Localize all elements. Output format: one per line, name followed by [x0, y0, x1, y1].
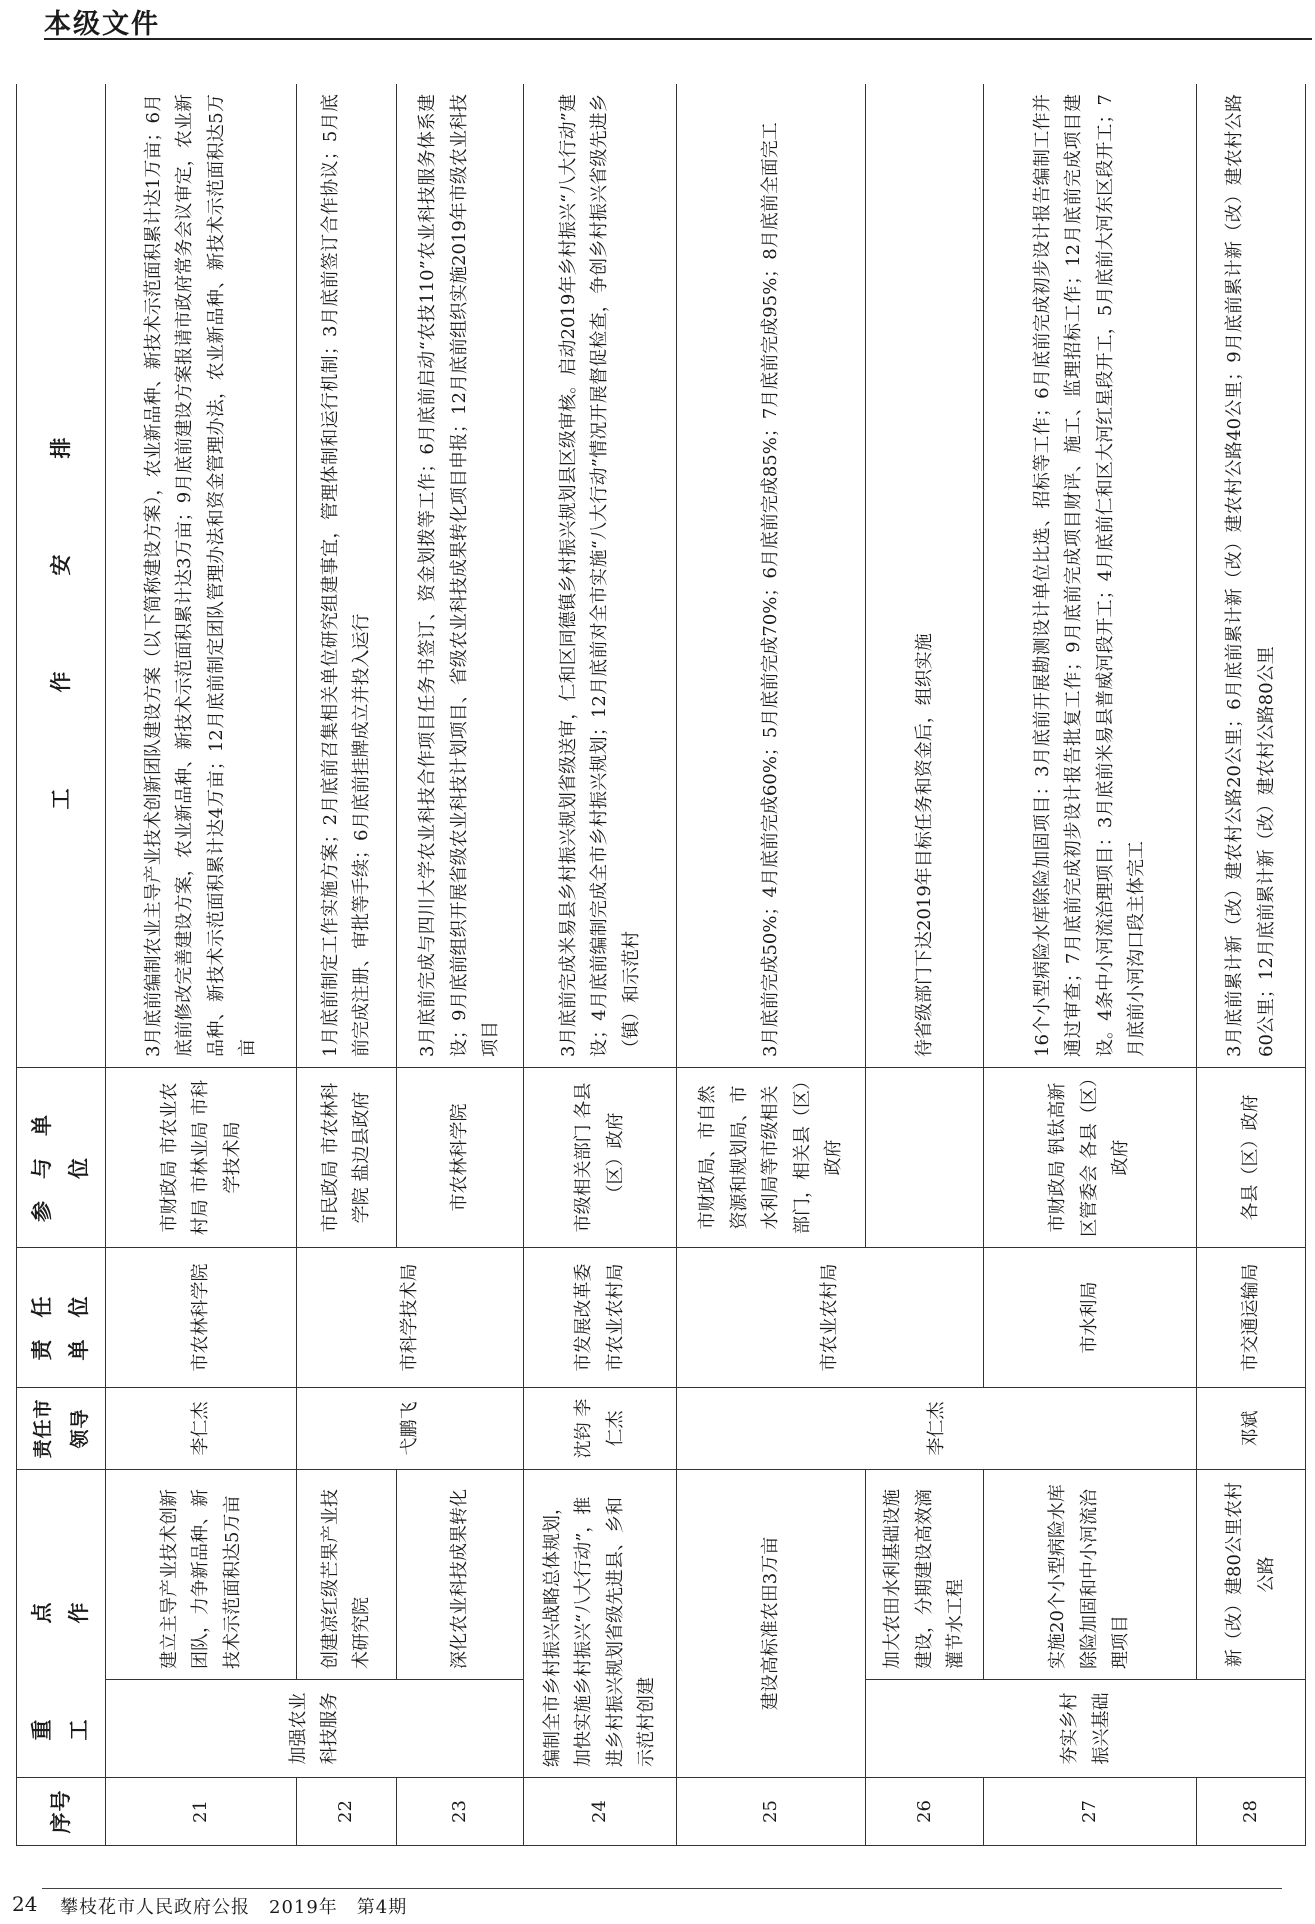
- participants-cell: 市农林科学院: [396, 1068, 523, 1248]
- row-seq: 22: [296, 1778, 396, 1846]
- leader-cell: 李仁杰: [677, 1388, 1197, 1470]
- category-cell: 加强农业科技服务: [106, 1680, 524, 1778]
- arrangement-cell: 16个小型病险水库除险加固项目：3月底前开展勘测设计单位比选、招标等工作；6月底前完成初步设计报告编制工作并通过审查；7月底前完成初步设计报告批复工作；9月底前完成项目财评、施工、监理招标工作；12月底前完成项目建设。4条中小河流治理项目：3月底前米易县普威河段开工；4月底前仁和区大河红星段开工，5月底前大河东区段开工；7月底前小河沟口段主体完工: [983, 84, 1196, 1068]
- row-seq: 27: [983, 1778, 1196, 1846]
- table-row: [106, 84, 297, 1846]
- row-seq: 24: [523, 1778, 676, 1846]
- table-row: [296, 84, 396, 1846]
- resp-unit-cell: 市发展改革委 市农业农村局: [523, 1248, 676, 1388]
- table-header-row: [17, 84, 106, 1846]
- arrangement-cell: 3月底前编制农业主导产业技术创新团队建设方案（以下简称建设方案），农业新品种、新技术示范面积累计达1万亩；6月底前修改完善建设方案，农业新品种、新技术示范面积累计达3万亩；9月底前建设方案报请市政府常务会议审定，农业新品种、新技术示范面积累计达4万亩；12月底前制定团队管理办法和资金管理办法，农业新品种、新技术示范面积达5万亩: [106, 84, 297, 1068]
- leader-cell: 弋鹏飞: [296, 1388, 523, 1470]
- arrangement-cell: 1月底前制定工作实施方案；2月底前召集相关单位研究组建事宜，管理体制和运行机制；3月底前签订合作协议；5月底前完成注册、审批等手续；6月底前挂牌成立并投入运行: [296, 84, 396, 1068]
- category-cell: 夯实乡村振兴基础: [866, 1680, 1306, 1778]
- section-title: 本级文件: [44, 9, 160, 40]
- participants-cell: [866, 1068, 984, 1248]
- resp-unit-cell: 市农业农村局: [677, 1248, 984, 1388]
- key-work-cell: 建设高标准农田3万亩: [677, 1470, 866, 1778]
- key-work-cell: 创建凉红级芒果产业技术研究院: [296, 1470, 396, 1680]
- resp-unit-cell: 市农林科学院: [106, 1248, 297, 1388]
- rotated-table-container: [16, 84, 1306, 1846]
- row-seq: 25: [677, 1778, 866, 1846]
- key-work-cell: 编制全市乡村振兴战略总体规划，加快实施乡村振兴“八大行动”，推进乡村振兴规划省级先进县、乡和示范村创建: [523, 1470, 676, 1778]
- header-rule: [44, 38, 1312, 40]
- arrangement-cell: 3月底前完成与四川大学农业科技合作项目任务书签订、资金划拨等工作；6月底前启动“农技110”农业科技服务体系建设；9月底前组织开展省级农业科技计划项目、省级农业科技成果转化项目申报；12月底前组织实施2019年市级农业科技项目: [396, 84, 523, 1068]
- arrangement-cell: 3月底前完成米易县乡村振兴规划省级送审，仁和区同德镇乡村振兴规划县区级审核。启动2019年乡村振兴“八大行动”建设；4月底前编制完成全市乡村振兴规划；12月底前对全市实施“八大行动”情况开展督促检查，争创乡村振兴省级先进乡（镇）和示范村: [523, 84, 676, 1068]
- table-row: [866, 84, 984, 1846]
- resp-unit-cell: 市交通运输局: [1196, 1248, 1305, 1388]
- participants-cell: 各县（区）政府: [1196, 1068, 1305, 1248]
- participants-cell: 市财政局 钒钛高新区管委会 各县（区）政府: [983, 1068, 1196, 1248]
- arrangement-cell: 待省级部门下达2019年目标任务和资金后，组织实施: [866, 84, 984, 1068]
- header-participants: 参与单位: [17, 1068, 106, 1248]
- leader-cell: 李仁杰: [106, 1388, 297, 1470]
- header-resp-unit: 责任单位: [17, 1248, 106, 1388]
- row-seq: 26: [866, 1778, 984, 1846]
- participants-cell: 市财政局、市自然资源和规划局、市水利局等市级相关部门，相关县（区）政府: [677, 1068, 866, 1248]
- resp-unit-cell: 市水利局: [983, 1248, 1196, 1388]
- table-row: [983, 84, 1196, 1846]
- participants-cell: 市民政局 市农林科学院 盐边县政府: [296, 1068, 396, 1248]
- table-row: [1196, 84, 1305, 1846]
- page-header: [44, 2, 1284, 38]
- resp-unit-cell: 市科学技术局: [296, 1248, 523, 1388]
- footer-rule: [42, 1888, 1282, 1889]
- participants-cell: 市级相关部门 各县（区）政府: [523, 1068, 676, 1248]
- leader-cell: 邓斌: [1196, 1388, 1305, 1470]
- publication-info: 攀枝花市人民政府公报 2019年 第4期: [60, 1897, 408, 1918]
- leader-cell: 沈钧 李仁杰: [523, 1388, 676, 1470]
- row-seq: 21: [106, 1778, 297, 1846]
- key-work-cell: 深化农业科技成果转化: [396, 1470, 523, 1680]
- row-seq: 28: [1196, 1778, 1305, 1846]
- header-arrangement: 工作安排: [17, 84, 106, 1068]
- header-key-work: 重点工作: [17, 1470, 106, 1778]
- arrangement-cell: 3月底前完成50%；4月底前完成60%；5月底前完成70%；6月底前完成85%；7月底前完成95%；8月底前全面完工: [677, 84, 866, 1068]
- table-frame: [16, 84, 1306, 1846]
- header-seq: 序号: [17, 1778, 106, 1846]
- participants-cell: 市财政局 市农业农村局 市林业局 市科学技术局: [106, 1068, 297, 1248]
- work-table: [16, 84, 1306, 1846]
- row-seq: 23: [396, 1778, 523, 1846]
- page-footer: [12, 1888, 1282, 1920]
- key-work-cell: 实施20个小型病险水库除险加固和中小河流治理项目: [983, 1470, 1196, 1680]
- header-leader: 责任市领导: [17, 1388, 106, 1470]
- key-work-cell: 加大农田水利基础设施建设，分期建设高效滴灌节水工程: [866, 1470, 984, 1680]
- key-work-cell: 建立主导产业技术创新团队，力争新品种、新技术示范面积达5万亩: [106, 1470, 297, 1680]
- page-number: 24: [12, 1892, 38, 1916]
- table-row: [677, 84, 866, 1846]
- table-row: [523, 84, 676, 1846]
- arrangement-cell: 3月底前累计新（改）建农村公路20公里；6月底前累计新（改）建农村公路40公里；9月底前累计新（改）建农村公路60公里；12月底前累计新（改）建农村公路80公里: [1196, 84, 1305, 1068]
- key-work-cell: 新（改）建80公里农村公路: [1196, 1470, 1305, 1680]
- table-row: [396, 84, 523, 1846]
